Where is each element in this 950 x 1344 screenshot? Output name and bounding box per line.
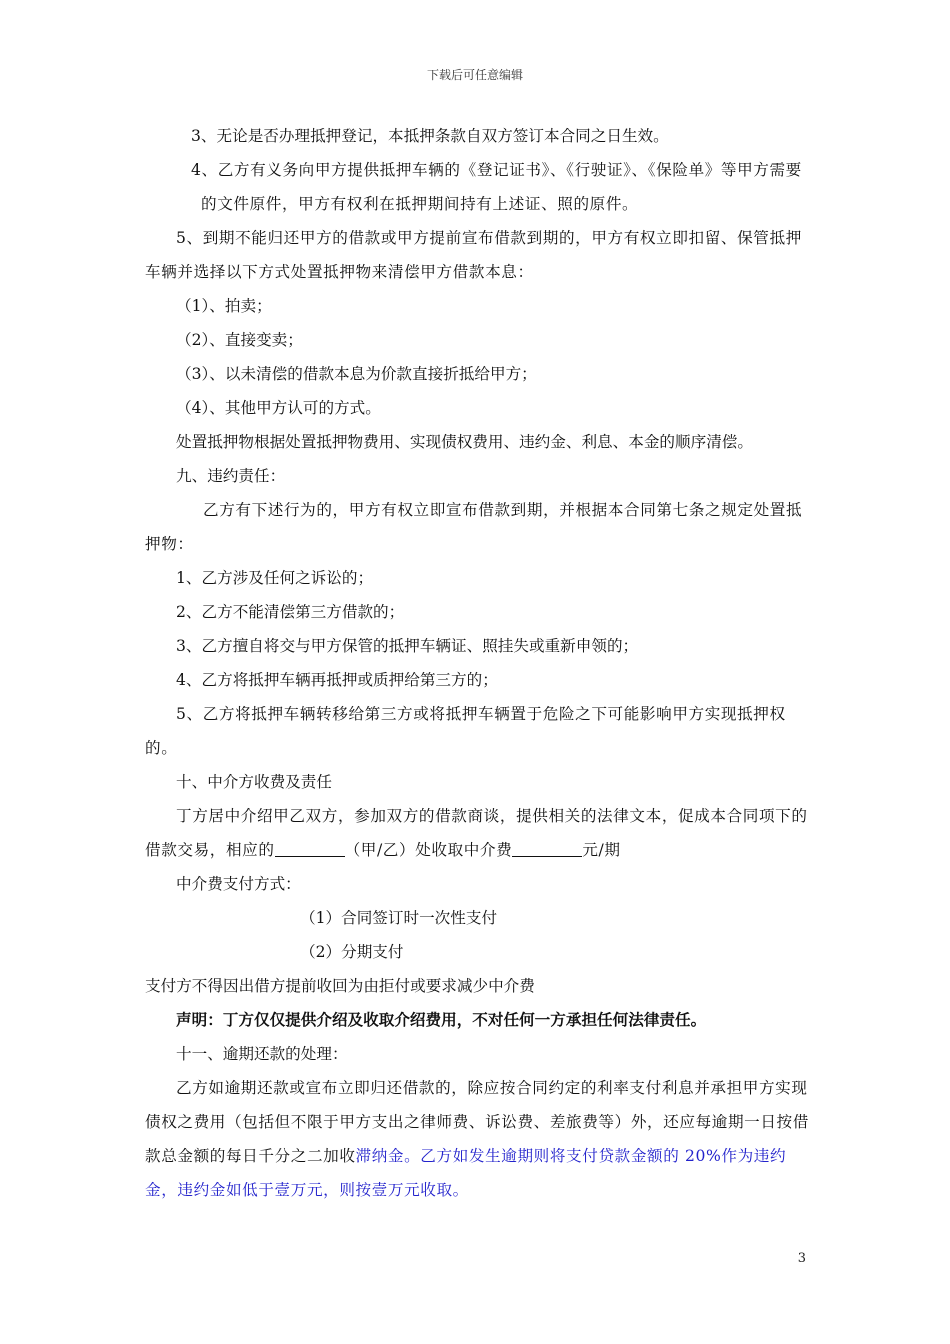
list-item: 5、乙方将抵押车辆转移给第三方或将抵押车辆置于危险之下可能影响甲方实现抵押权的。 (145, 705, 786, 757)
list-item: 3、乙方擅自将交与甲方保管的抵押车辆证、照挂失或重新申领的； (176, 637, 639, 655)
list-item: （1）、拍卖； (176, 297, 272, 315)
late-payment-text: 乙方如逾期还款或宣布立即归还借款的，除应按合同约定的利率支付利息并承担甲方实现债权之费用（包括但不限于甲方支出之律师费、诉讼费、差旅费等）外，还应每逾期一日按借款总金额的每日千分之二加收 (145, 1079, 809, 1165)
list-item: 2、乙方不能清偿第三方借款的； (176, 603, 405, 621)
fee-text-start: 丁方居中介绍甲乙双方，参加双方的借款商谈，提供相关的法律文本，促成本合同项下的借款交易，相应的 (145, 807, 808, 859)
clause-paragraph: 中介费支付方式： (176, 875, 301, 893)
clause-paragraph: 4、乙方有义务向甲方提供抵押车辆的《登记证书》、《行驶证》、《保险单》等甲方需要的文件原件，甲方有权利在抵押期间持有上述证、照的原件。 (191, 161, 802, 213)
list-item: 4、乙方将抵押车辆再抵押或质押给第三方的； (176, 671, 498, 689)
section-heading: 九、违约责任： (176, 467, 286, 485)
list-item: 1、乙方涉及任何之诉讼的； (176, 569, 374, 587)
page-number: 3 (797, 1251, 806, 1266)
payer-blank-field[interactable] (275, 840, 345, 857)
list-item: （2）分期支付 (300, 943, 404, 961)
fee-text-middle: （甲/乙）处收取中介费 (344, 841, 513, 859)
clause-paragraph: 乙方有下述行为的，甲方有权立即宣布借款到期，并根据本合同第七条之规定处置抵押物： (145, 501, 803, 553)
clause-paragraph (145, 1071, 810, 1207)
clause-paragraph: 5、到期不能归还甲方的借款或甲方提前宣布借款到期的，甲方有权立即扣留、保管抵押车辆并选择以下方式处置抵押物来清偿甲方借款本息： (145, 229, 802, 281)
page-header: 下载后可任意编辑 (426, 68, 523, 82)
clause-paragraph: 3、无论是否办理抵押登记，本抵押条款自双方签订本合同之日生效。 (191, 127, 669, 145)
clause-paragraph: 支付方不得因出借方提前收回为由拒付或要求减少中介费 (145, 977, 535, 995)
disclaimer-statement: 声明：丁方仅仅提供介绍及收取介绍费用，不对任何一方承担任何法律责任。 (176, 1010, 707, 1029)
clause-paragraph: 处置抵押物根据处置抵押物费用、实现债权费用、违约金、利息、本金的顺序清偿。 (176, 433, 753, 451)
clause-paragraph (145, 799, 810, 867)
section-heading: 十、中介方收费及责任 (176, 773, 332, 791)
document-body (145, 119, 810, 1207)
list-item: （1）合同签订时一次性支付 (300, 909, 498, 927)
list-item: （2）、直接变卖； (176, 331, 303, 349)
list-item: （3）、以未清偿的借款本息为价款直接折抵给甲方； (176, 365, 537, 383)
penalty-highlight-text: 滞纳金。乙方如发生逾期则将支付贷款金额的 20%作为违约金，违约金如低于壹万元，则按壹万元收取。 (145, 1147, 787, 1199)
list-item: （4）、其他甲方认可的方式。 (176, 399, 381, 417)
fee-amount-blank-field[interactable] (512, 840, 582, 857)
fee-text-end: 元/期 (582, 841, 621, 859)
section-heading: 十一、逾期还款的处理： (176, 1045, 348, 1063)
